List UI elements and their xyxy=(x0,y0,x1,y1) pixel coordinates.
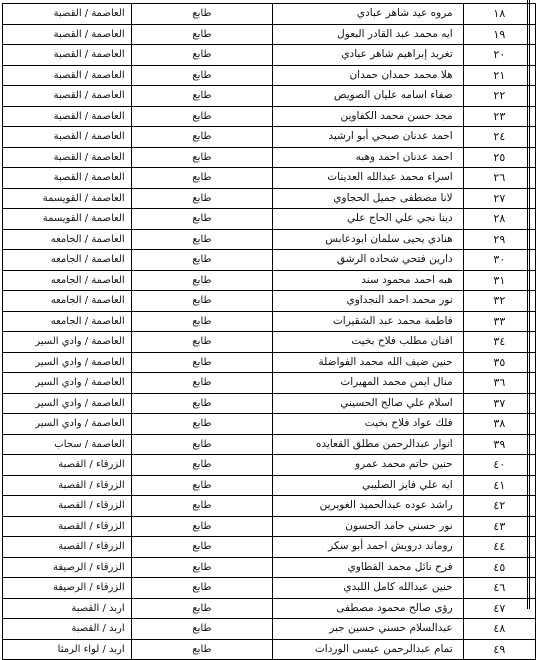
name-cell: احمد عدنان صبحي أبو ارشيد xyxy=(273,127,464,148)
name-cell: راشد عوده عبدالحميد الغويرين xyxy=(273,496,464,517)
table-row xyxy=(3,393,536,414)
area-cell: العاصمة / القصبة xyxy=(3,45,132,66)
role-cell: طابع xyxy=(131,352,273,373)
table-body xyxy=(3,4,536,660)
area-cell: العاصمة / القصبة xyxy=(3,168,132,189)
role-cell: طابع xyxy=(131,45,273,66)
name-cell: رؤى صالح محمود مصطفى xyxy=(273,598,464,619)
table-row xyxy=(3,24,536,45)
table-row xyxy=(3,270,536,291)
table-row xyxy=(3,291,536,312)
table-row xyxy=(3,86,536,107)
role-cell: طابع xyxy=(131,24,273,45)
role-cell: طابع xyxy=(131,332,273,353)
role-cell: طابع xyxy=(131,311,273,332)
role-cell: طابع xyxy=(131,209,273,230)
name-cell: ايه محمد عبد القادر البعول xyxy=(273,24,464,45)
name-cell: روماند درويش احمد أبو سكر xyxy=(273,537,464,558)
role-cell: طابع xyxy=(131,188,273,209)
row-number-cell: ١٨ xyxy=(463,4,535,25)
row-number-cell: ٢٢ xyxy=(463,86,535,107)
role-cell: طابع xyxy=(131,86,273,107)
area-cell: العاصمة / القصبة xyxy=(3,24,132,45)
name-cell: عبدالسلام حسني حسين جبر xyxy=(273,619,464,640)
row-number-cell: ٣١ xyxy=(463,270,535,291)
row-number-cell: ٣٢ xyxy=(463,291,535,312)
role-cell: طابع xyxy=(131,4,273,25)
row-number-cell: ٢١ xyxy=(463,65,535,86)
area-cell: العاصمة / القصبة xyxy=(3,86,132,107)
area-cell: العاصمة / القصبة xyxy=(3,4,132,25)
row-number-cell: ٢٤ xyxy=(463,127,535,148)
table-row xyxy=(3,127,536,148)
area-cell: الزرقاء / القصبة xyxy=(3,516,132,537)
name-cell: افنان مطلب فلاح بخيت xyxy=(273,332,464,353)
name-cell: نور حسني حامد الحسون xyxy=(273,516,464,537)
role-cell: طابع xyxy=(131,639,273,660)
table-row xyxy=(3,106,536,127)
table-row xyxy=(3,209,536,230)
name-cell: منال ايمن محمد المهيرات xyxy=(273,373,464,394)
table-row xyxy=(3,639,536,660)
name-cell: اسلام علي صالح الحسيني xyxy=(273,393,464,414)
name-cell: هبه احمد محمود سند xyxy=(273,270,464,291)
table-row xyxy=(3,373,536,394)
area-cell: العاصمة / القصبة xyxy=(3,127,132,148)
role-cell: طابع xyxy=(131,106,273,127)
role-cell: طابع xyxy=(131,434,273,455)
area-cell: العاصمة / الجامعه xyxy=(3,250,132,271)
name-cell: هنادي يحيى سلمان ابودعابس xyxy=(273,229,464,250)
name-cell: فلك عواد فلاح بخيت xyxy=(273,414,464,435)
table-row xyxy=(3,4,536,25)
row-number-cell: ٢٥ xyxy=(463,147,535,168)
row-number-cell: ٤٨ xyxy=(463,619,535,640)
row-number-cell: ٤٤ xyxy=(463,537,535,558)
area-cell: العاصمة / القصبة xyxy=(3,147,132,168)
area-cell: اربد / لواء الرمثا xyxy=(3,639,132,660)
name-cell: ايه علي فايز الصليبي xyxy=(273,475,464,496)
role-cell: طابع xyxy=(131,598,273,619)
name-cell: لانا مصطفى جميل الحجاوي xyxy=(273,188,464,209)
name-cell: تغريد إبراهيم شاهر عبادي xyxy=(273,45,464,66)
area-cell: الزرقاء / القصبة xyxy=(3,496,132,517)
role-cell: طابع xyxy=(131,496,273,517)
row-number-cell: ٤٠ xyxy=(463,455,535,476)
row-number-cell: ٢٧ xyxy=(463,188,535,209)
row-number-cell: ٢٩ xyxy=(463,229,535,250)
row-number-cell: ٣٦ xyxy=(463,373,535,394)
table-row xyxy=(3,537,536,558)
role-cell: طابع xyxy=(131,516,273,537)
area-cell: العاصمة / الجامعه xyxy=(3,270,132,291)
name-cell: دارين فتحي شحاده الرشق xyxy=(273,250,464,271)
row-number-cell: ٤٣ xyxy=(463,516,535,537)
row-number-cell: ٣٧ xyxy=(463,393,535,414)
role-cell: طابع xyxy=(131,229,273,250)
row-number-cell: ٢٦ xyxy=(463,168,535,189)
role-cell: طابع xyxy=(131,168,273,189)
area-cell: الزرقاء / الرصيفة xyxy=(3,578,132,599)
name-cell: احمد عدنان احمد وهبه xyxy=(273,147,464,168)
area-cell: الزرقاء / القصبة xyxy=(3,475,132,496)
row-number-cell: ٢٠ xyxy=(463,45,535,66)
area-cell: العاصمة / القويسمة xyxy=(3,209,132,230)
name-cell: اسراء محمد عبدالله العدينات xyxy=(273,168,464,189)
table-row xyxy=(3,250,536,271)
table-row xyxy=(3,168,536,189)
row-number-cell: ٣٤ xyxy=(463,332,535,353)
table-row xyxy=(3,619,536,640)
role-cell: طابع xyxy=(131,578,273,599)
role-cell: طابع xyxy=(131,619,273,640)
name-cell: حنين ضيف الله محمد الفواضلة xyxy=(273,352,464,373)
area-cell: العاصمة / وادي السير xyxy=(3,393,132,414)
area-cell: العاصمة / وادي السير xyxy=(3,414,132,435)
area-cell: العاصمة / وادي السير xyxy=(3,373,132,394)
role-cell: طابع xyxy=(131,373,273,394)
table-row xyxy=(3,332,536,353)
row-number-cell: ٢٣ xyxy=(463,106,535,127)
area-cell: العاصمة / الجامعه xyxy=(3,311,132,332)
area-cell: اربد / القصبة xyxy=(3,619,132,640)
row-number-cell: ١٩ xyxy=(463,24,535,45)
table-row xyxy=(3,229,536,250)
area-cell: العاصمة / وادي السير xyxy=(3,332,132,353)
name-cell: دينا نجي علي الحاج علي xyxy=(273,209,464,230)
role-cell: طابع xyxy=(131,455,273,476)
table-row xyxy=(3,434,536,455)
role-cell: طابع xyxy=(131,291,273,312)
table-row xyxy=(3,598,536,619)
area-cell: اربد / القصبة xyxy=(3,598,132,619)
area-cell: العاصمة / الجامعه xyxy=(3,229,132,250)
name-cell: انوار عبدالرحمن مطلق القعايده xyxy=(273,434,464,455)
area-cell: العاصمة / سحاب xyxy=(3,434,132,455)
table-row xyxy=(3,188,536,209)
table-row xyxy=(3,352,536,373)
role-cell: طابع xyxy=(131,147,273,168)
role-cell: طابع xyxy=(131,414,273,435)
table-row xyxy=(3,65,536,86)
area-cell: العاصمة / الجامعه xyxy=(3,291,132,312)
role-cell: طابع xyxy=(131,557,273,578)
row-number-cell: ٤٧ xyxy=(463,598,535,619)
row-number-cell: ٣٥ xyxy=(463,352,535,373)
area-cell: الزرقاء / الرصيفة xyxy=(3,557,132,578)
table-row xyxy=(3,475,536,496)
table-row xyxy=(3,578,536,599)
table-row xyxy=(3,147,536,168)
row-number-cell: ٣٠ xyxy=(463,250,535,271)
name-cell: فاطمة محمد عبد الشقيرات xyxy=(273,311,464,332)
role-cell: طابع xyxy=(131,537,273,558)
name-cell: هلا محمد حمدان حمدان xyxy=(273,65,464,86)
row-number-cell: ٣٨ xyxy=(463,414,535,435)
row-number-cell: ٣٩ xyxy=(463,434,535,455)
name-cell: مجد حسن محمد الكفاوين xyxy=(273,106,464,127)
role-cell: طابع xyxy=(131,475,273,496)
table-row xyxy=(3,414,536,435)
area-cell: الزرقاء / القصبة xyxy=(3,455,132,476)
role-cell: طابع xyxy=(131,270,273,291)
row-number-cell: ٤٥ xyxy=(463,557,535,578)
row-number-cell: ٢٨ xyxy=(463,209,535,230)
name-cell: حنين عبدالله كامل اللبدي xyxy=(273,578,464,599)
role-cell: طابع xyxy=(131,250,273,271)
table-row xyxy=(3,557,536,578)
role-cell: طابع xyxy=(131,393,273,414)
table-row xyxy=(3,496,536,517)
table-row xyxy=(3,311,536,332)
role-cell: طابع xyxy=(131,127,273,148)
employee-table xyxy=(2,3,536,660)
role-cell: طابع xyxy=(131,65,273,86)
name-cell: حنين حاتم محمد عمرو xyxy=(273,455,464,476)
area-cell: العاصمة / القصبة xyxy=(3,106,132,127)
table-row xyxy=(3,516,536,537)
area-cell: العاصمة / القصبة xyxy=(3,65,132,86)
row-number-cell: ٤٦ xyxy=(463,578,535,599)
row-number-cell: ٣٣ xyxy=(463,311,535,332)
name-cell: تمام عبدالرحمن عيسى الوردات xyxy=(273,639,464,660)
name-cell: مروه عيد شاهر عبادي xyxy=(273,4,464,25)
row-number-cell: ٤٢ xyxy=(463,496,535,517)
name-cell: نور محمد احمد النجداوي xyxy=(273,291,464,312)
area-cell: العاصمة / القويسمة xyxy=(3,188,132,209)
row-number-cell: ٤٩ xyxy=(463,639,535,660)
area-cell: العاصمة / وادي السير xyxy=(3,352,132,373)
table-row xyxy=(3,45,536,66)
table-row xyxy=(3,455,536,476)
area-cell: الزرقاء / القصبة xyxy=(3,537,132,558)
name-cell: فرح نائل محمد القطاوي xyxy=(273,557,464,578)
name-cell: صفاء اسامه عليان الصويص xyxy=(273,86,464,107)
row-number-cell: ٤١ xyxy=(463,475,535,496)
